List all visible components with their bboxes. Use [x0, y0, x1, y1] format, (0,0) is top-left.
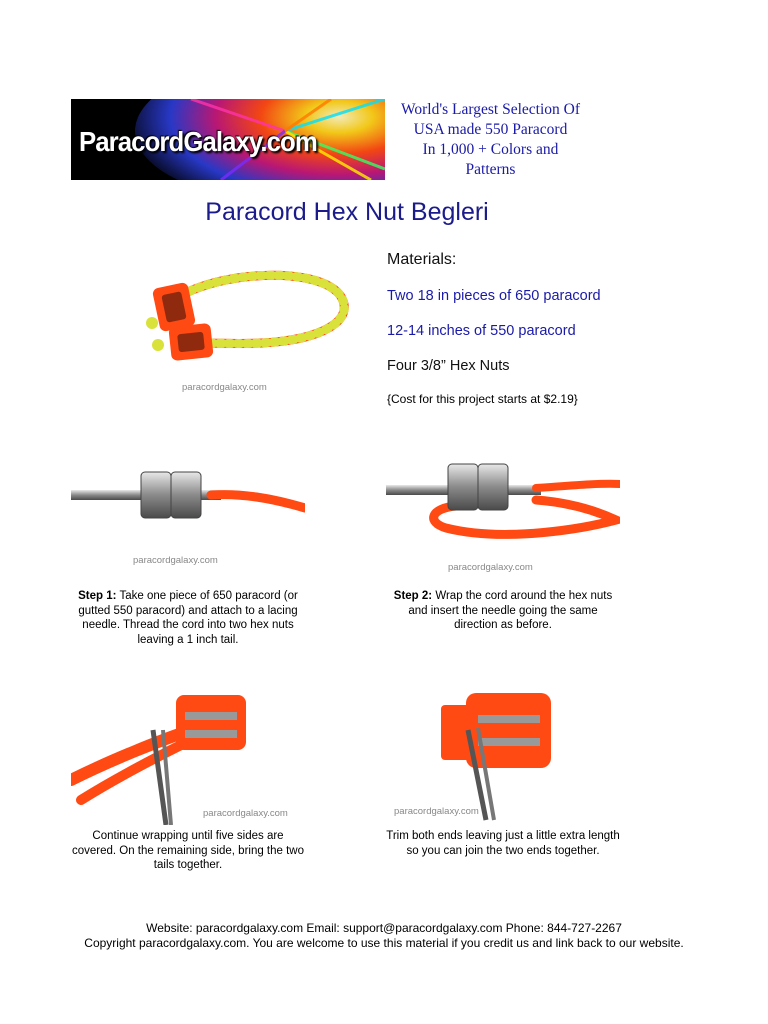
watermark: paracordgalaxy.com: [133, 555, 218, 566]
page-title: Paracord Hex Nut Begleri: [205, 198, 489, 226]
watermark: paracordgalaxy.com: [203, 808, 288, 819]
step3-text: Continue wrapping until five sides are covered. On the remaining side, bring the two tails together.: [71, 830, 305, 871]
tagline-line: Patterns: [465, 161, 516, 178]
step4-text: Trim both ends leaving just a little extra length so you can join the two ends together.: [386, 830, 620, 857]
watermark: paracordgalaxy.com: [448, 562, 533, 573]
step1-photo: [71, 448, 305, 578]
logo-banner: [71, 99, 385, 180]
step4-caption: [386, 829, 620, 858]
tagline-line: World's Largest Selection Of: [400, 101, 581, 118]
step2-photo: [386, 448, 620, 578]
material-item: 12-14 inches of 550 paracord: [387, 323, 576, 339]
watermark: paracordgalaxy.com: [394, 806, 479, 817]
step4-photo: [386, 660, 620, 825]
footer-copyright: Copyright paracordgalaxy.com. You are welcome to use this material if you credit us and link back to our website.: [84, 936, 684, 950]
step2-text: Wrap the cord around the hex nuts and insert the needle going the same direction as before.: [408, 590, 613, 631]
watermark: paracordgalaxy.com: [182, 382, 267, 393]
tagline-line: In 1,000 + Colors and: [422, 141, 559, 158]
step1-caption: [71, 589, 305, 647]
step3-photo: [71, 660, 305, 825]
tagline: [388, 100, 593, 180]
logo-text: ParacordGalaxy.com: [79, 126, 317, 157]
footer-contact: Website: paracordgalaxy.com Email: support@paracordgalaxy.com Phone: 844-727-2267: [146, 921, 622, 935]
material-item: Two 18 in pieces of 650 paracord: [387, 288, 601, 304]
cost-note: {Cost for this project starts at $2.19}: [387, 392, 578, 406]
materials-heading: Materials:: [387, 251, 457, 268]
finished-begleri-photo: [112, 235, 364, 405]
step2-caption: [386, 589, 620, 633]
step3-caption: [71, 829, 305, 873]
material-item: Four 3/8” Hex Nuts: [387, 358, 510, 374]
step1-text: Take one piece of 650 paracord (or gutted 550 paracord) and attach to a lacing needle. Thread the cord into two hex nuts leaving a 1 inch tail.: [78, 590, 298, 646]
step1-label: Step 1:: [78, 590, 117, 602]
tagline-line: USA made 550 Paracord: [413, 121, 568, 138]
step2-label: Step 2:: [393, 590, 433, 602]
